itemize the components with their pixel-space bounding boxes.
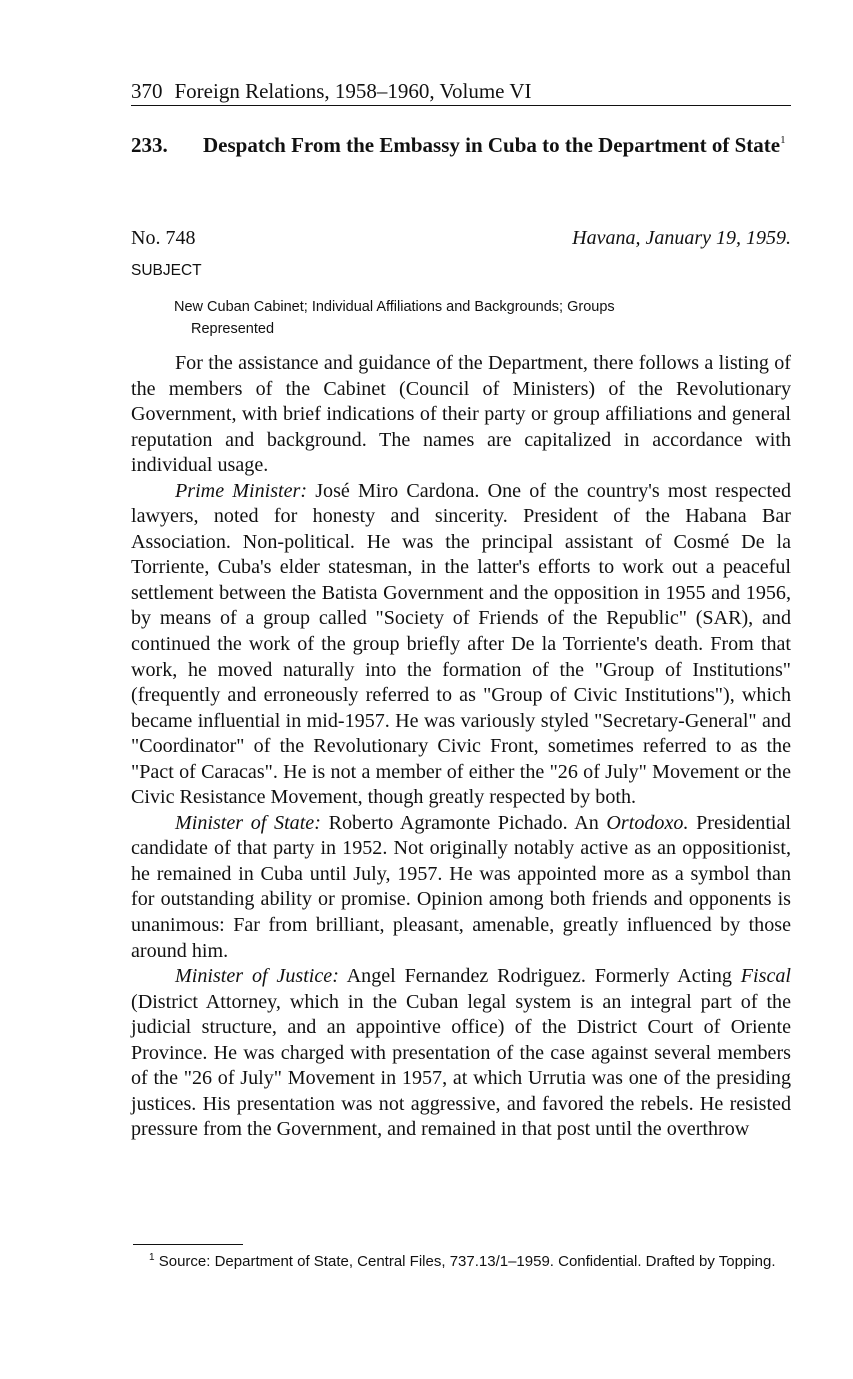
document-number: 233.: [131, 133, 168, 157]
prime-minister-text: José Miro Cardona. One of the country's most respected lawyers, noted for honesty and sincerity. President of the Habana Bar Association. Non-political. He was the principal assistant of Cosmé De la Torriente, Cuba's elder statesman, in the latter's efforts to work out a peaceful settlement between the Batista Government and the opposition in 1955 and 1956, by means of a group called "Society of Friends of the Republic" (SAR), and continued the work of the group briefly after De la Torriente's death. From that work, he moved naturally into the formation of the "Group of Institutions" (frequently and erroneously referred to as "Group of Civic Institutions"), which became influential in mid-1957. He was variously styled "Secretary-General" and "Coordinator" of the Revolutionary Civic Front, sometimes referred to as the "Pact of Caracas". He is not a member of either the "26 of July" Movement or the Civic Resistance Movement, though greatly respected by both.: [131, 479, 791, 809]
subject-line-1: New Cuban Cabinet; Individual Affiliations and Backgrounds; Groups: [174, 299, 615, 315]
body-text: [131, 351, 791, 1143]
page-number: 370: [131, 79, 163, 103]
fiscal-term: Fiscal: [740, 965, 792, 988]
document-heading: [131, 132, 791, 158]
document-title: [203, 132, 791, 158]
subject-line-2: Represented: [191, 321, 275, 337]
despatch-number: No. 748: [131, 227, 196, 249]
place-date: Havana, January 19, 1959.: [572, 227, 791, 249]
minister-of-justice-paragraph: [131, 964, 791, 1143]
document-title-text: Despatch From the Embassy in Cuba to the Department of State: [203, 133, 781, 157]
minister-of-justice-label: Minister of Justice:: [175, 965, 339, 988]
minister-of-justice-text-2: (District Attorney, which in the Cuban legal system is an integral part of the judicial structure, and an appointive office) of the District Court of Oriente Province. He was charged with presentation of the case against several members of the "26 of July" Movement in 1957, at which Urrutia was one of the presiding justices. His presentation was not aggressive, and favored the rebels. He resisted pressure from the Government, and remained in that post until the overthrow: [131, 990, 791, 1141]
prime-minister-label: Prime Minister:: [175, 479, 308, 502]
minister-of-state-label: Minister of State:: [175, 811, 321, 834]
intro-paragraph: For the assistance and guidance of the Department, there follows a listing of the members of the Cabinet (Council of Ministers) of the Revolutionary Government, with brief indications of their party or group affiliations and general reputation and background. The names are capitalized in accordance with individual usage.: [131, 352, 791, 477]
footnote-marker: 1: [149, 1252, 155, 1263]
footnote-reference[interactable]: 1: [780, 134, 786, 146]
running-header: [131, 78, 791, 106]
subject-label: SUBJECT: [131, 262, 202, 279]
ortodoxo-term: Ortodoxo.: [606, 811, 689, 834]
running-title: Foreign Relations, 1958–1960, Volume VI: [174, 79, 532, 103]
minister-of-state-paragraph: [131, 811, 791, 964]
footnote: [131, 1251, 791, 1273]
minister-of-state-text-1: Roberto Agramonte Pichado. An: [320, 811, 607, 834]
minister-of-justice-text-1: Angel Fernandez Rodriguez. Formerly Acting: [338, 965, 741, 988]
footnote-text: Source: Department of State, Central Files, 737.13/1–1959. Confidential. Drafted by Topping.: [154, 1253, 776, 1270]
minister-of-state-text-2: Presidential candidate of that party in 1952. Not originally notably active as an oppositionist, he remained in Cuba until July, 1957. He was appointed more as a symbol than for outstanding ability or promise. Opinion among both friends and opponents is unanimous: Far from brilliant, pleasant, amenable, greatly influenced by those around him.: [131, 811, 791, 962]
subject-text: [174, 296, 754, 340]
prime-minister-paragraph: [131, 479, 791, 811]
footnote-divider: [133, 1244, 243, 1245]
